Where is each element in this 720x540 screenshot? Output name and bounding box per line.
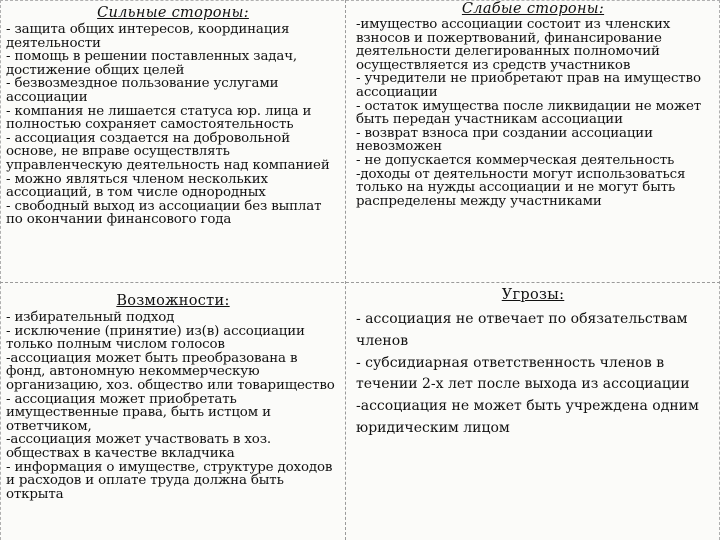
list-item: -доходы от деятельности могут использоваться только на нужды ассоциации и не могут быть распределены между участниками — [356, 166, 686, 209]
list-item: - субсидиарная ответственность членов в течении 2-х лет после выхода из ассоциации — [356, 354, 690, 393]
list-item: - не допускается коммерческая деятельность — [356, 152, 675, 168]
list-item: - защита общих интересов, координация деятельности — [6, 22, 290, 51]
opportunities-list — [0, 311, 346, 501]
list-item: -ассоциация может участвовать в хоз. обществах в качестве вкладчика — [6, 432, 271, 461]
list-item: - учредители не приобретают прав на имущество ассоциации — [356, 71, 701, 100]
list-item: - ассоциация не отвечает по обязательствам членов — [356, 311, 688, 349]
threats-title: Угрозы: — [501, 287, 565, 303]
weaknesses-cell — [346, 0, 720, 281]
list-item: - ассоциация создается на добровольной основе, не вправе осуществлять управленческую деятельность над компанией — [6, 130, 330, 173]
list-item: - остаток имущества после ликвидации не может быть передан участникам ассоциации — [356, 98, 701, 128]
list-item: - можно являться членом нескольких ассоциаций, в том числе однородных — [6, 171, 268, 201]
list-item: - информация о имуществе, структуре доходов и расходов и оплате труда должна быть открыта — [6, 459, 333, 502]
list-item: - ассоциация может приобретать имущественные права, быть истцом и ответчиком, — [6, 391, 271, 434]
list-item: - возврат взноса при создании ассоциации невозможен — [356, 125, 653, 155]
list-item: - безвозмездное пользование услугами ассоциации — [6, 76, 279, 105]
weaknesses-list — [346, 18, 720, 208]
strengths-cell — [0, 0, 346, 281]
list-item: - исключение (принятие) из(в) ассоциации только полным числом голосов — [6, 323, 305, 353]
strengths-title: Сильные стороны: — [97, 5, 249, 21]
threats-cell — [346, 284, 720, 540]
list-item: - избирательный подход — [6, 310, 175, 325]
list-item: -ассоциация может быть преобразована в фонд, автономную некоммерческую организацию, хоз. общество или товарищество — [6, 350, 335, 393]
list-item: -имущество ассоциации состоит из членских взносов и пожертвований, финансирование деятельности делегированных полномочий осуществляется из средств участников — [356, 17, 671, 73]
opportunities-title: Возможности: — [116, 293, 230, 309]
list-item: -ассоциация не может быть учреждена одним юридическим лицом — [356, 398, 699, 436]
strengths-list — [0, 22, 346, 227]
row-divider — [0, 282, 720, 283]
opportunities-cell — [0, 284, 346, 540]
weaknesses-title: Слабые стороны: — [461, 1, 605, 17]
list-item: - свободный выход из ассоциации без выплат по окончании финансового года — [6, 198, 322, 228]
threats-list — [346, 305, 720, 440]
list-item: - помощь в решении поставленных задач, достижение общих целей — [6, 49, 298, 78]
list-item: - компания не лишается статуса юр. лица и полностью сохраняет самостоятельность — [6, 103, 312, 133]
